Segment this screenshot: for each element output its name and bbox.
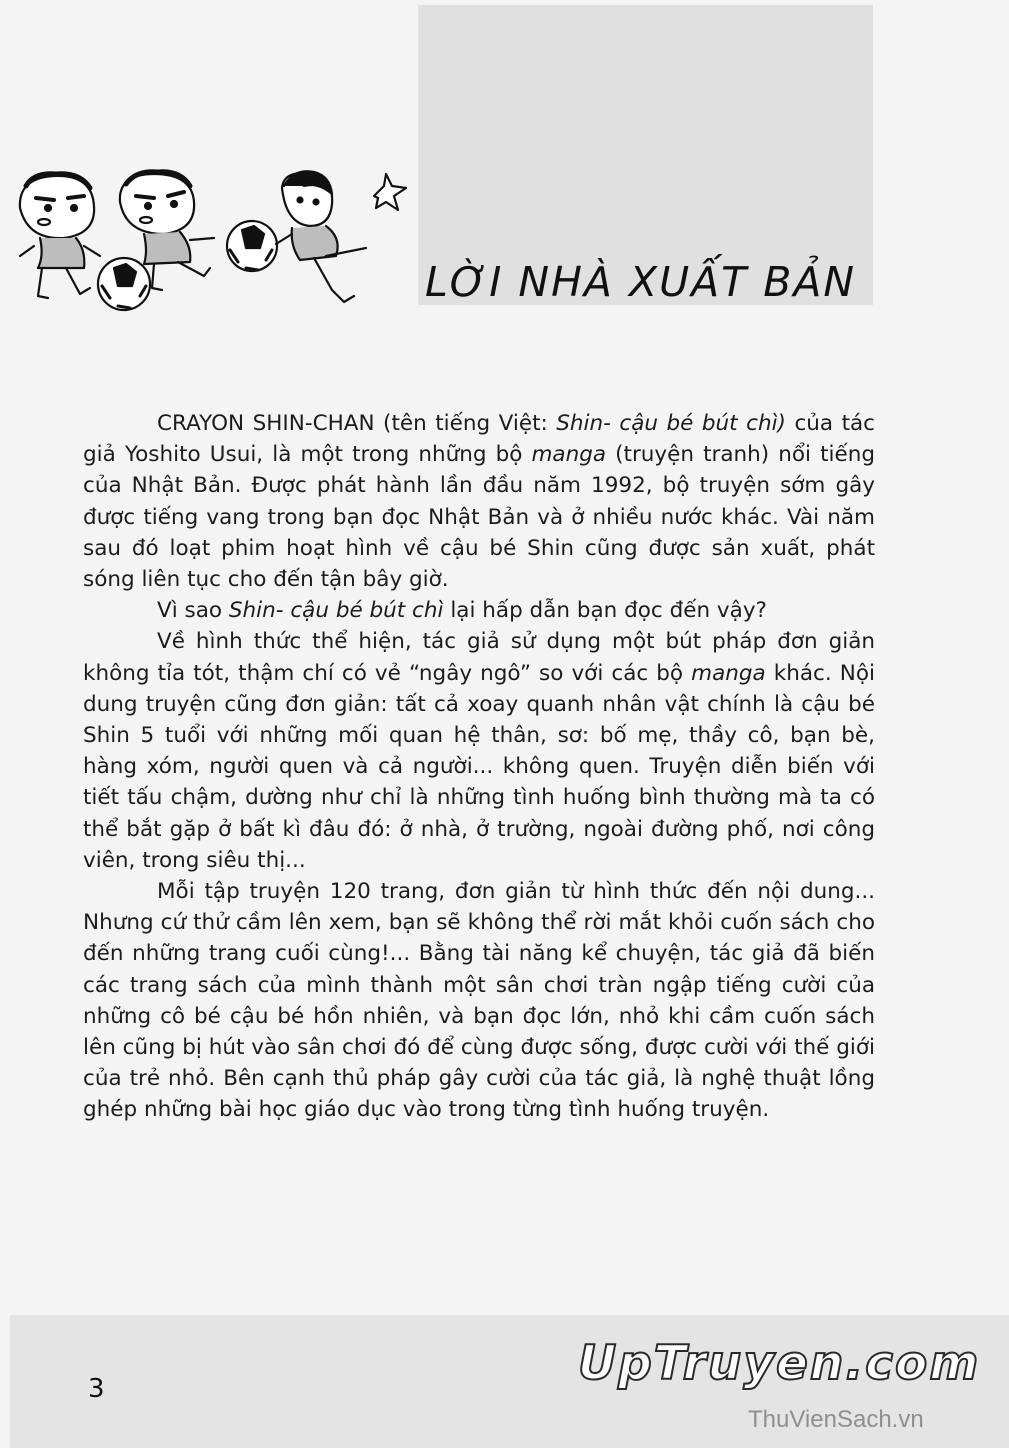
paragraph-4: Mỗi tập truyện 120 trang, đơn giản từ hình thức đến nội dung... Nhưng cứ thử cầm lên xem, bạn sẽ không thể rời mắt khỏi cuốn sách cho đến những trang cuối cùng!... Bằng tài năng kể chuyện, tác giả đã biến các trang sách của mình thành một sân chơi tràn ngập tiếng cười của những cô bé cậu bé hồn nhiên, và bạn đọc lớn, nhỏ khi cầm cuốn sách lên cũng bị hút vào sân chơi đó để cùng được sống, được cười với thế giới của trẻ nhỏ. Bên cạnh thủ pháp gây cười của tác giả, là nghệ thuật lồng ghép những bài học giáo dục vào trong từng tình huống truyện.	[83, 879, 875, 1123]
page-number: 3	[88, 1374, 105, 1404]
preface-body	[83, 408, 875, 1126]
paragraph-1: CRAYON SHIN-CHAN (tên tiếng Việt: Shin- cậu bé bút chì) của tác giả Yoshito Usui, là một trong những bộ manga (truyện tranh) nổi tiếng của Nhật Bản. Được phát hành lần đầu năm 1992, bộ truyện sớm gây được tiếng vang trong bạn đọc Nhật Bản và ở nhiều nước khác. Vài năm sau đó loạt phim hoạt hình về cậu bé Shin cũng được sản xuất, phát sóng liên tục cho đến tận bây giờ.	[83, 411, 875, 593]
shinchan-soccer-kids-icon	[14, 168, 409, 318]
paragraph-2: Vì sao Shin- cậu bé bút chì lại hấp dẫn bạn đọc đến vậy?	[157, 598, 767, 624]
watermark-uptruyen: UpTruyen.com	[578, 1336, 981, 1391]
paragraph-3: Về hình thức thể hiện, tác giả sử dụng một bút pháp đơn giản không tỉa tót, thậm chí có vẻ “ngây ngô” so với các bộ manga khác. Nội dung truyện cũng đơn giản: tất cả xoay quanh nhân vật chính là cậu bé Shin 5 tuổi với những mối quan hệ thân, sơ: bố mẹ, thầy cô, bạn bè, hàng xóm, người quen và cả người... không quen. Truyện diễn biến với tiết tấu chậm, dường như chỉ là những tình huống bình thường mà ta có thể bắt gặp ở bất kì đâu đó: ở nhà, ở trường, ngoài đường phố, nơi công viên, trong siêu thị...	[83, 629, 875, 873]
watermark-thuviensach: ThuVienSach.vn	[748, 1406, 924, 1433]
page-title: LỜI NHÀ XUẤT BẢN	[425, 258, 857, 306]
